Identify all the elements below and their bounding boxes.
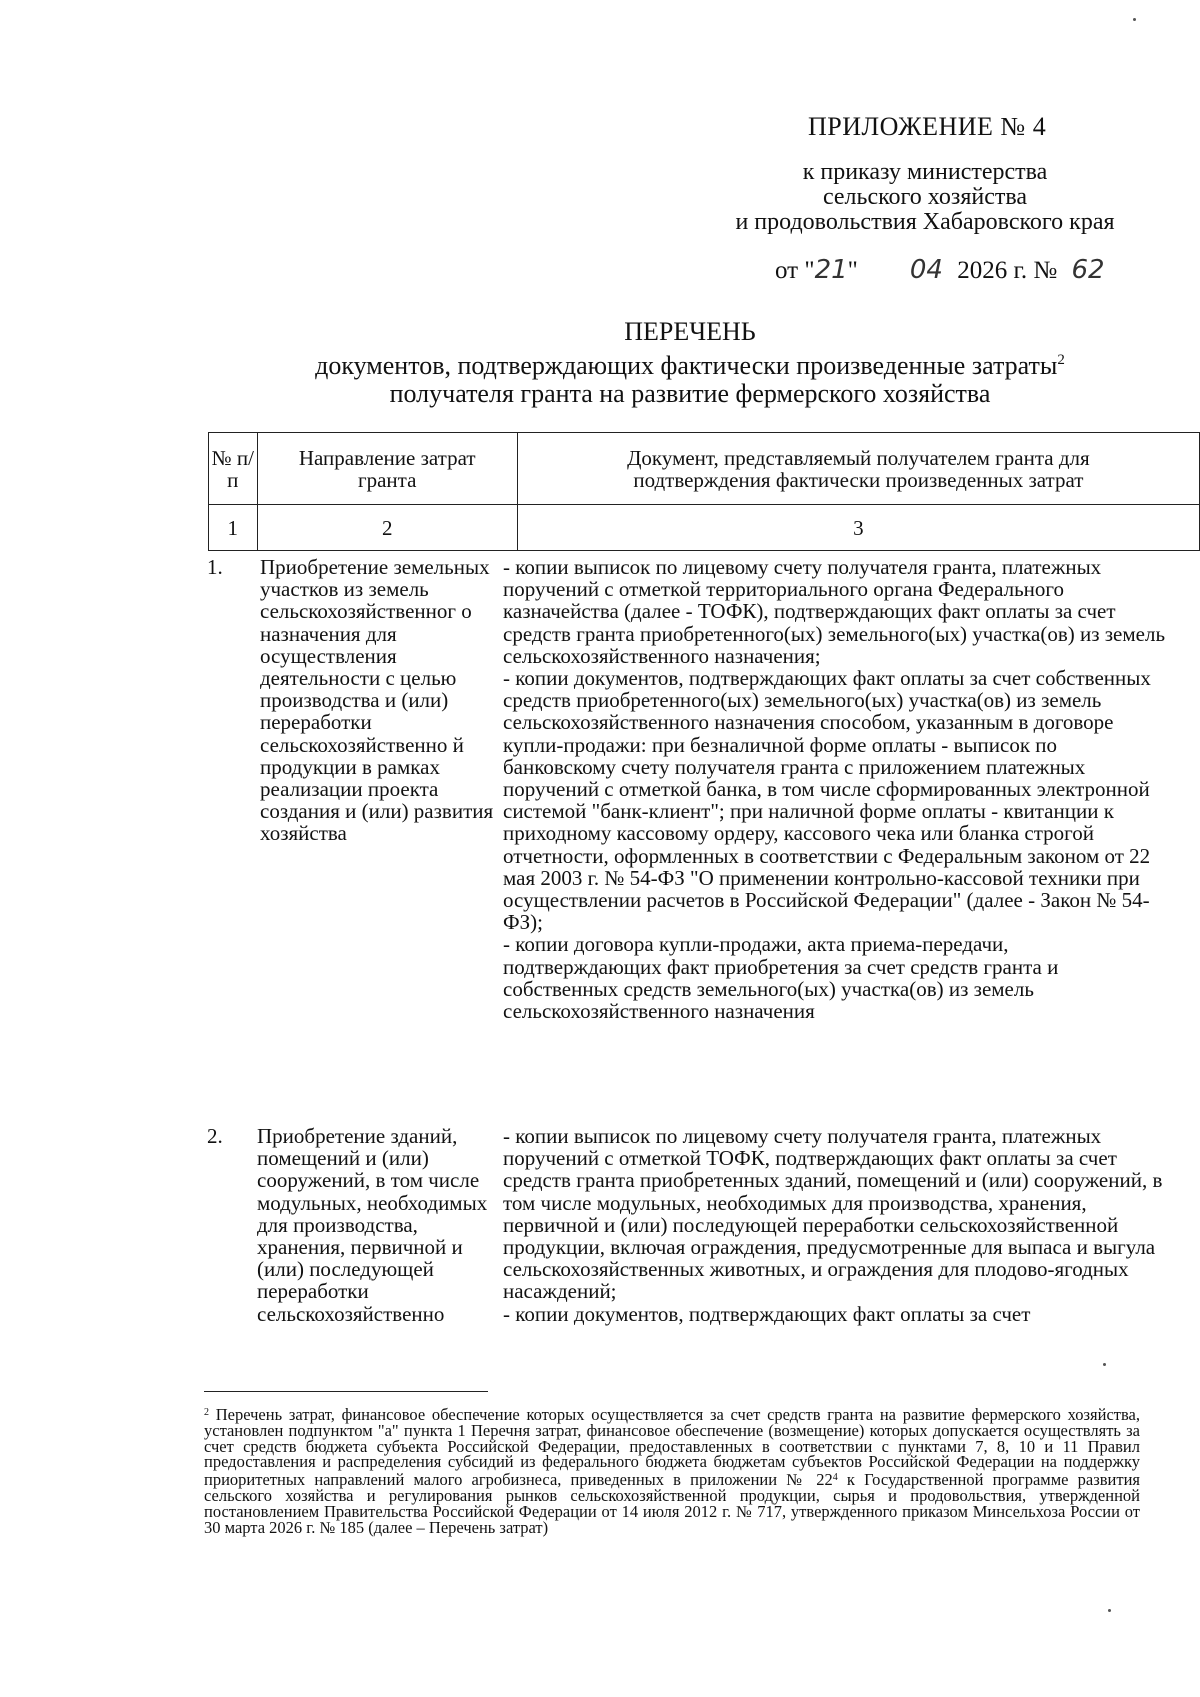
row-2-number: 2. bbox=[207, 1124, 223, 1148]
order-number: 62 bbox=[1071, 255, 1105, 285]
document-heading bbox=[200, 318, 1180, 408]
date-quote: " bbox=[847, 257, 858, 284]
footnote-ref: 2 bbox=[1057, 352, 1065, 368]
heading-line-1: документов, подтверждающих фактически произведенные затраты$^2$ bbox=[315, 351, 1065, 380]
header-table bbox=[208, 432, 1200, 551]
date-day: 21 bbox=[814, 255, 848, 285]
col-header-document: Документ, представляемый получателем гранта для подтверждения фактически произведенных затрат bbox=[517, 433, 1199, 505]
col-number-2: 2 bbox=[257, 505, 517, 551]
date-year: 2026 г. № bbox=[957, 257, 1058, 284]
heading-title: ПЕРЕЧЕНЬ bbox=[624, 317, 756, 346]
order-reference bbox=[690, 160, 1160, 235]
col-number-1: 1 bbox=[209, 505, 258, 551]
heading-line-2: получателя гранта на развитие фермерского хозяйства bbox=[389, 379, 991, 408]
footnote-text: Перечень затрат, финансовое обеспечение которых осуществляется за счет средств гранта на развитие фермерского хозяйства, установлен подпунктом "а" пункта 1 Перечня затрат, финансовое обеспечение (возмещение) которых допускается осуществлять за счет средств бюджета субъекта Российской Федерации, предоставленных в соответствии с пунктами 7, 8, 10 и 11 Правил предоставления и распределения субсидий из федерального бюджета бюджетам субъектов Российской Федерации на поддержку приоритетных направлений малого агробизнеса, приведенных в приложении № 22 bbox=[204, 1405, 1141, 1490]
footnote-divider bbox=[204, 1391, 488, 1392]
footnote bbox=[204, 1405, 1140, 1535]
row-1-number: 1. bbox=[207, 555, 223, 579]
footnote-marker: 2 bbox=[204, 1407, 209, 1418]
footnote-inner-marker: 4 bbox=[832, 1472, 838, 1484]
row-2-documents: - копии выписок по лицевому счету получателя гранта, платежных поручений с отметкой ТОФК, подтверждающих факт оплаты за счет средств гранта приобретенных зданий, помещений и (или) сооружений, в том числе модульных, необходимых для производства, хранения, первичной и (или) последующей переработки сельскохозяйственной продукции, включая ограждения, предусмотренные для выпаса и выгула сельскохозяйственных животных, и ограждения для плодово-ягодных насаждений; - копии документов, подтверждающих факт оплаты за счет bbox=[503, 1124, 1163, 1326]
order-line-3: и продовольствия Хабаровского края bbox=[735, 209, 1115, 235]
scan-speck bbox=[1103, 1363, 1106, 1366]
scan-speck bbox=[1133, 18, 1136, 21]
date-month: 04 bbox=[909, 255, 943, 285]
scan-speck bbox=[1108, 1609, 1111, 1612]
order-line-2: сельского хозяйства bbox=[822, 184, 1028, 210]
row-2-direction: Приобретение зданий, помещений и (или) сооружений, в том числе модульных, необходимых для производства, хранения, первичной и (или) последующей переработки сельскохозяйственно bbox=[257, 1124, 488, 1326]
order-line-1: к приказу министерства bbox=[802, 159, 1048, 185]
col-header-number: № п/п bbox=[209, 433, 258, 505]
footnote-text-after: к Государственной программе развития сельского хозяйства и регулирования рынков сельскохозяйственной продукции, сырья и продовольствия, утвержденной постановлением Правительства Российской Федерации от 14 июля 2012 г. № 717, утвержденного приказом Минсельхоза России от 30 марта 2026 г. № 185 (далее – Перечень затрат) bbox=[204, 1470, 1140, 1537]
col-header-direction: Направление затрат гранта bbox=[257, 433, 517, 505]
col-number-3: 3 bbox=[517, 505, 1199, 551]
row-1-direction: Приобретение земельных участков из земель сельскохозяйственног о назначения для осуществления деятельности с целью производства и (или) переработки сельскохозяйственно й продукции в рамках реализации проекта создания и (или) развития хозяйства bbox=[260, 555, 494, 846]
order-date bbox=[775, 255, 1105, 285]
row-1-documents: - копии выписок по лицевому счету получателя гранта, платежных поручений с отметкой территориального органа Федерального казначейства (далее - ТОФК), подтверждающих факт оплаты за счет средств гранта приобретенного(ых) земельного(ых) участка(ов) из земель сельскохозяйственного назначения; - копии документов, подтверждающих факт оплаты за счет собственных средств приобретенного(ых) земельного(ых) участка(ов) из земель сельскохозяйственного назначения способом, указанным в договоре купли-продажи: при безналичной форме оплаты - выписок по банковскому счету получателя гранта с приложением платежных поручений с отметкой банка, в том числе сформированных электронной системой "банк-клиент"; при наличной форме оплаты - квитанции к приходному кассовому ордеру, кассового чека или бланка строгой отчетности, оформленных в соответствии с Федеральным законом от 22 мая 2003 г. № 54-ФЗ "О применении контрольно-кассовой техники при осуществлении расчетов в Российской Федерации" (далее - Закон № 54-ФЗ); - копии договора купли-продажи, акта приема-передачи, подтверждающих факт приобретения за счет средств гранта и собственных средств земельного(ых) участка(ов) из земель сельскохозяйственного назначения bbox=[503, 555, 1166, 1024]
appendix-title: ПРИЛОЖЕНИЕ № 4 bbox=[808, 112, 1047, 141]
date-prefix: от " bbox=[775, 257, 815, 284]
